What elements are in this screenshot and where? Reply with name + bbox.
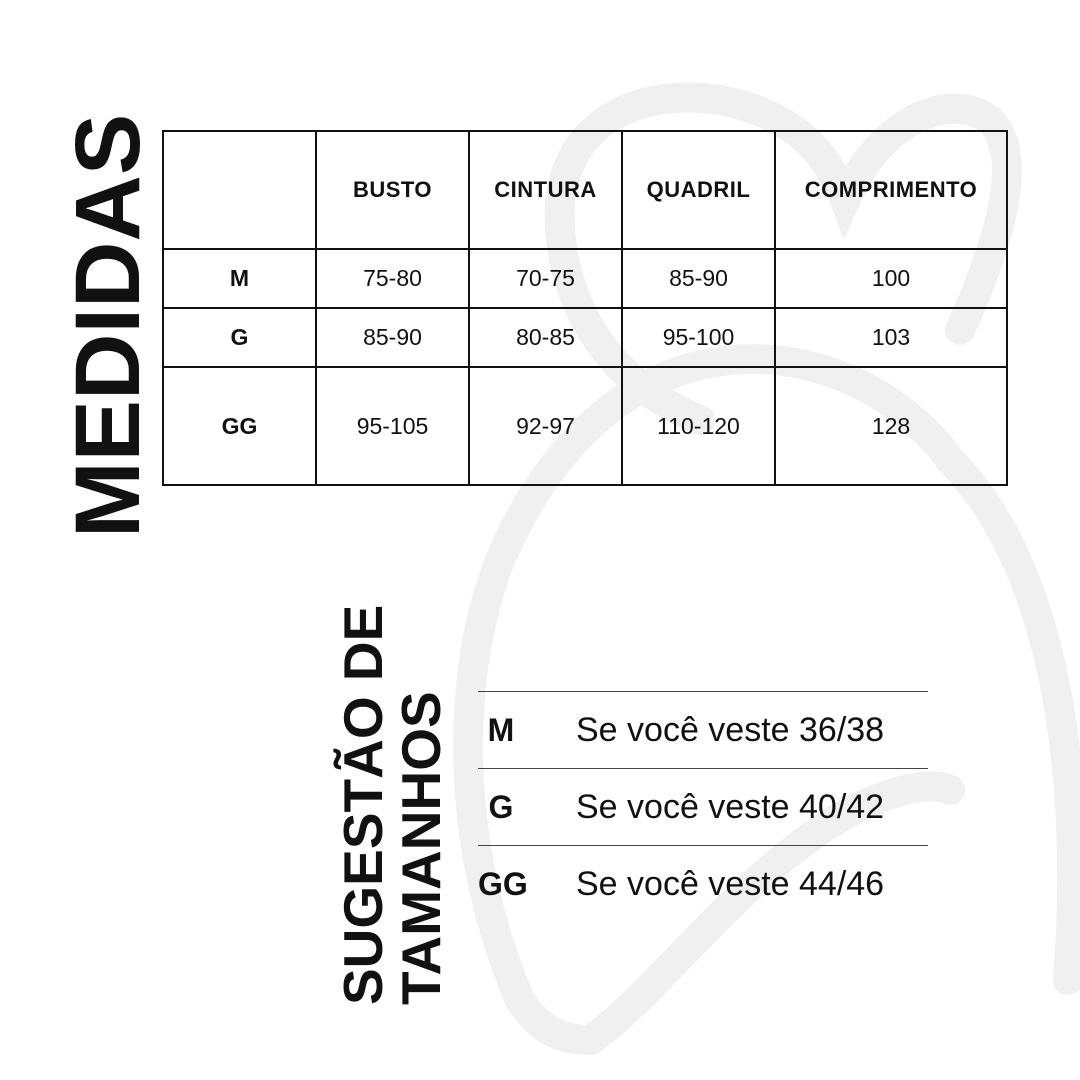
list-item	[478, 768, 928, 845]
busto-cell: 85-90	[316, 308, 469, 367]
table-row	[163, 308, 1007, 367]
title-sugestao-line-1: SUGESTÃO DE	[332, 604, 394, 1005]
cintura-cell: 70-75	[469, 249, 622, 308]
size-cell: G	[163, 308, 316, 367]
title-medidas: MEDIDAS	[57, 113, 159, 538]
table-row	[163, 367, 1007, 485]
list-item	[478, 691, 928, 768]
header-comprimento: COMPRIMENTO	[775, 131, 1007, 249]
comprimento-cell: 103	[775, 308, 1007, 367]
measures-header-row	[163, 131, 1007, 249]
size-cell: GG	[163, 367, 316, 485]
quadril-cell: 85-90	[622, 249, 775, 308]
title-sugestao-de-tamanhos	[334, 605, 450, 1005]
suggestion-text: Se você veste 36/38	[576, 710, 885, 749]
suggestion-text: Se você veste 44/46	[576, 864, 885, 903]
busto-cell: 75-80	[316, 249, 469, 308]
quadril-cell: 95-100	[622, 308, 775, 367]
measures-table	[162, 130, 1008, 486]
cintura-cell: 92-97	[469, 367, 622, 485]
comprimento-cell: 128	[775, 367, 1007, 485]
quadril-cell: 110-120	[622, 367, 775, 485]
list-item	[478, 845, 928, 922]
suggestion-size: G	[488, 788, 514, 825]
title-sugestao-line-2: TAMANHOS	[390, 691, 452, 1005]
header-busto: BUSTO	[316, 131, 469, 249]
suggestion-text: Se você veste 40/42	[576, 787, 885, 826]
header-cintura: CINTURA	[469, 131, 622, 249]
suggestion-size: GG	[478, 865, 528, 902]
cintura-cell: 80-85	[469, 308, 622, 367]
suggestion-size: M	[487, 711, 515, 748]
header-quadril: QUADRIL	[622, 131, 775, 249]
header-empty-cell	[163, 131, 316, 249]
size-cell: M	[163, 249, 316, 308]
size-suggestion-list	[478, 691, 928, 922]
comprimento-cell: 100	[775, 249, 1007, 308]
table-row	[163, 249, 1007, 308]
busto-cell: 95-105	[316, 367, 469, 485]
